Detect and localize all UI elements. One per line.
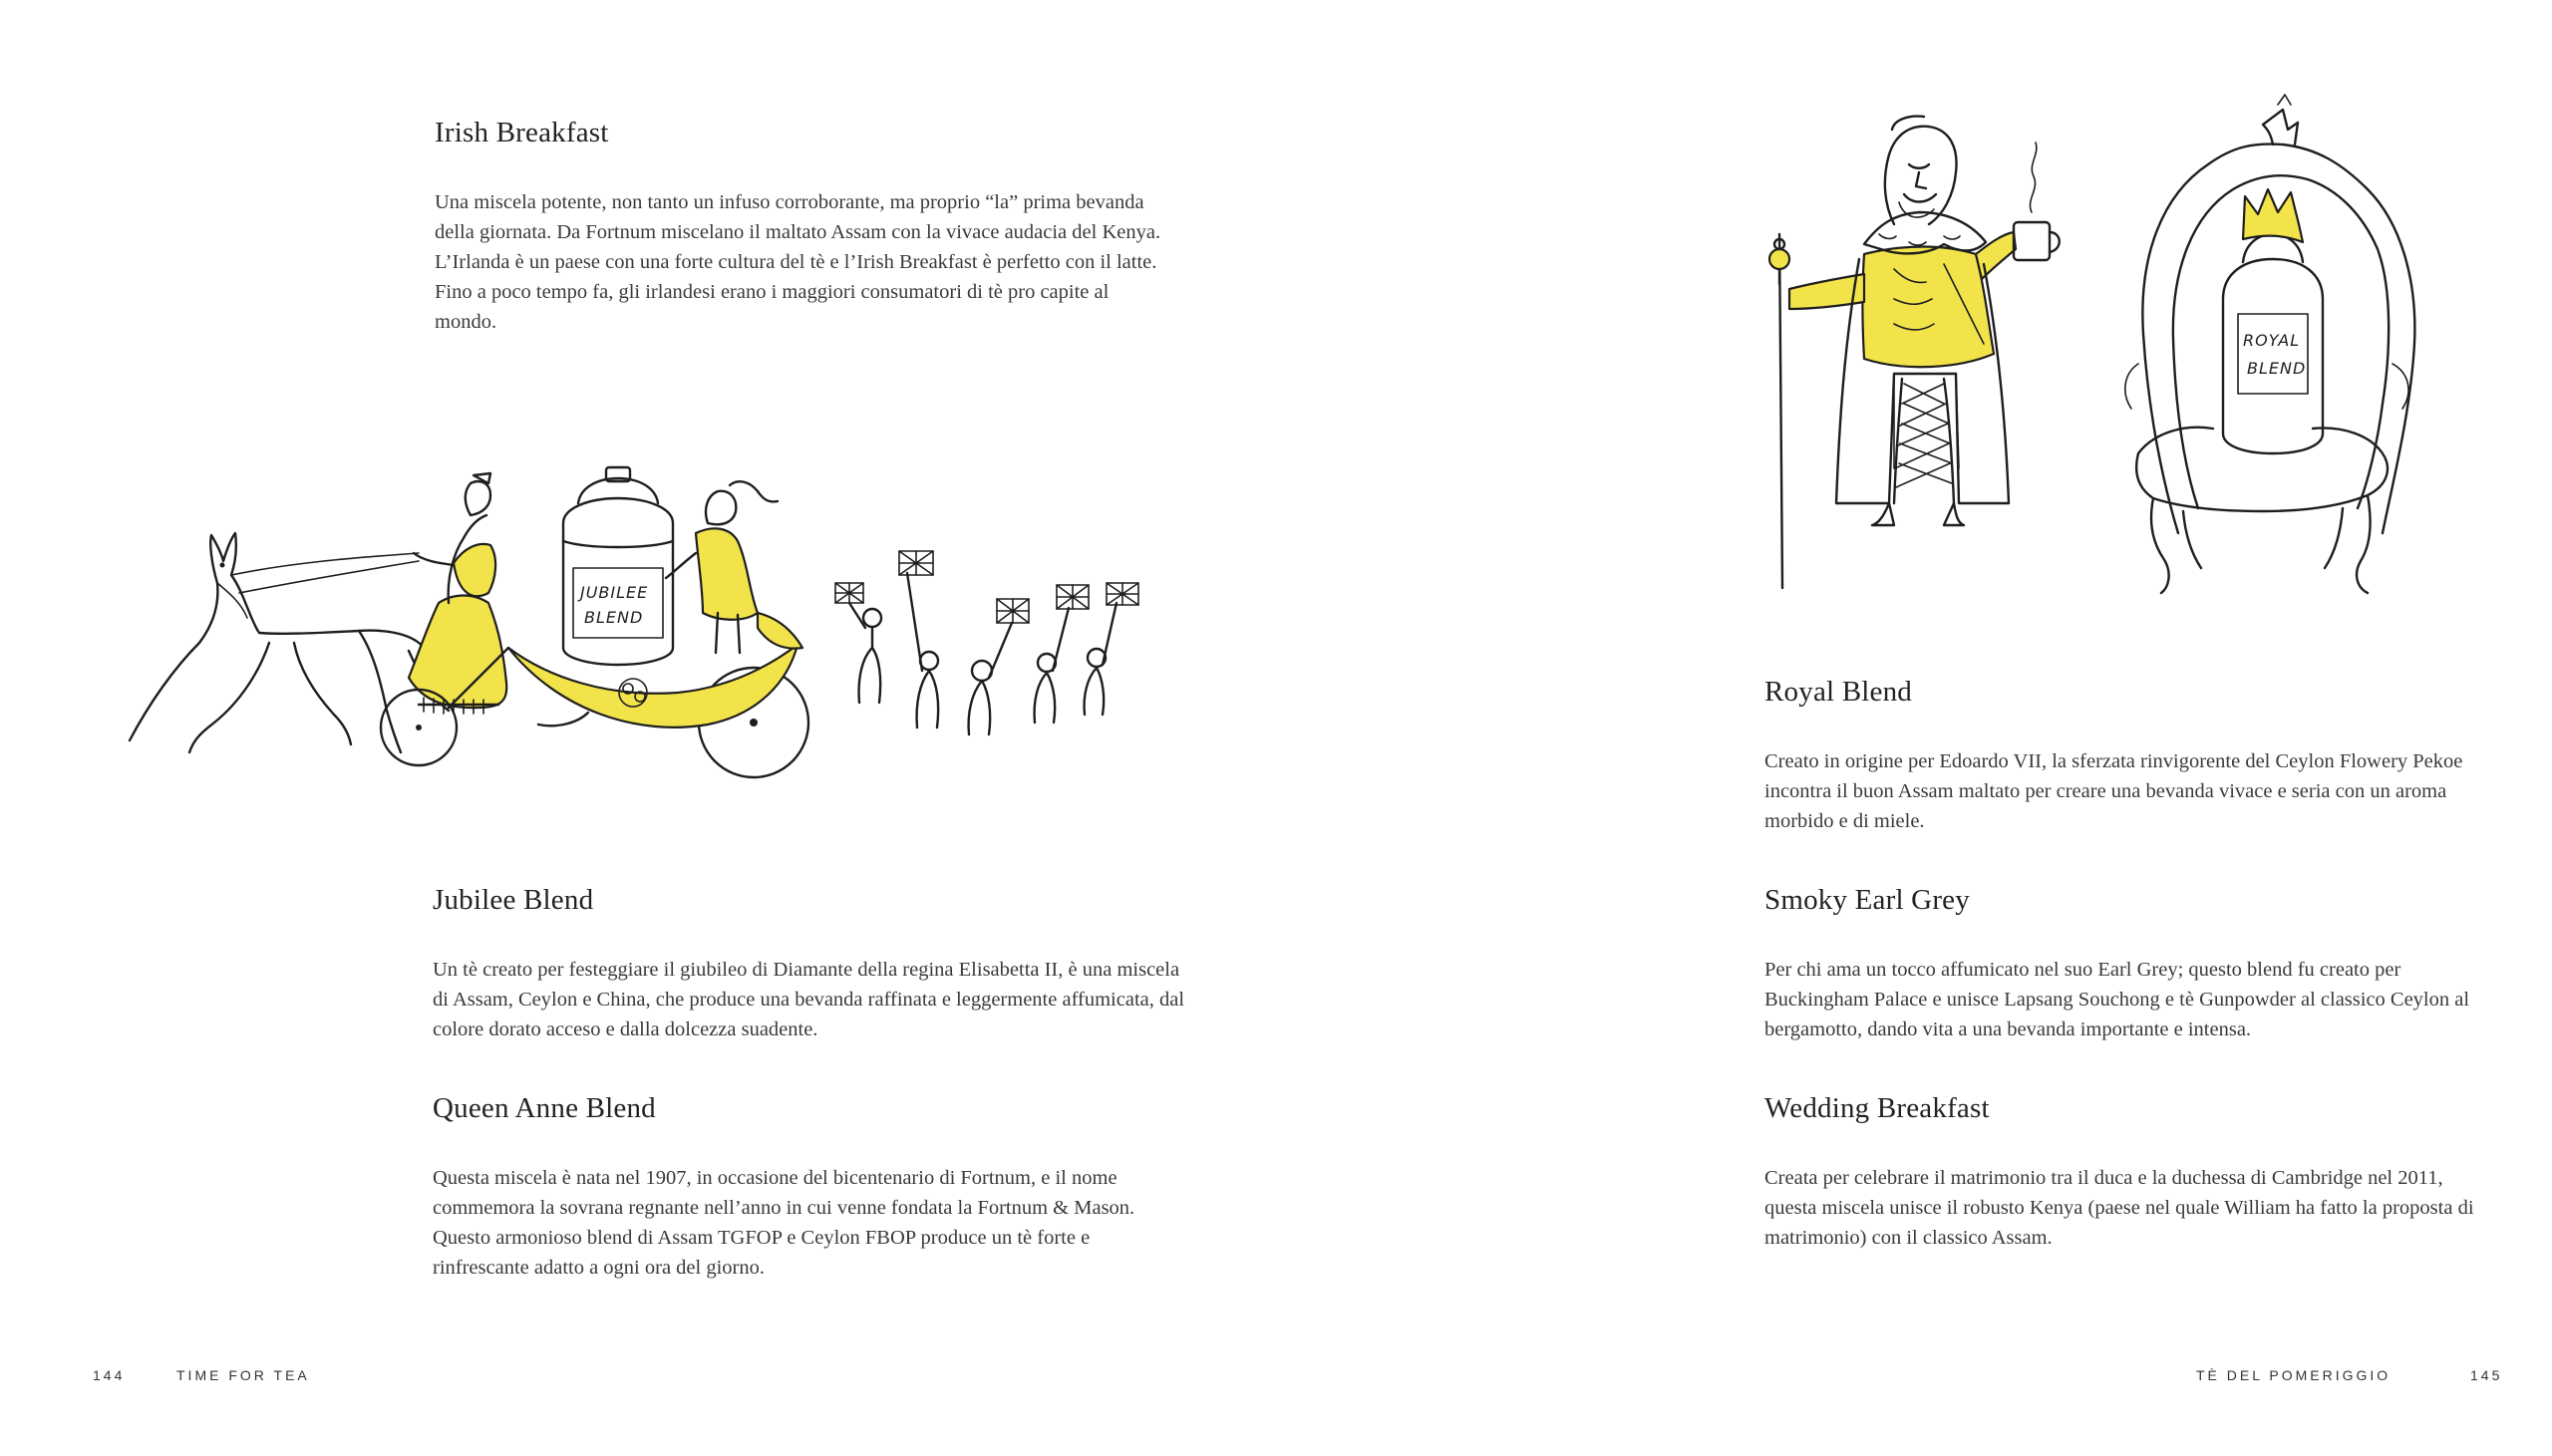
section-title: Jubilee Blend — [433, 884, 594, 916]
carriage-drawing — [381, 467, 808, 777]
section-body: Per chi ama un tocco affumicato nel suo Earl Grey; questo blend fu creato per Buckingham Palace e unisce Lapsang Souchong e tè Gunpowder al classico Ceylon al bergamotto, dando vita a una bevanda importante e intensa. — [1764, 959, 2470, 1040]
section-body: Una miscela potente, non tanto un infuso corroborante, ma proprio “la” prima bevanda della giornata. Da Fortnum miscelano il maltato Assam con la vivace audacia del Kenya. L’Irlanda è un paese con una forte cultura del tè e l’Irish Breakfast è perfetto con il latte. Fino a poco tempo fa, gli irlandesi erano i maggiori consumatori di tè pro capite al mondo. — [435, 191, 1161, 333]
section-jubilee-blend — [433, 884, 1190, 1044]
section-smoky-earl-grey — [1764, 884, 2492, 1044]
jubilee-carriage-illustration — [120, 453, 1146, 792]
section-body: Un tè creato per festeggiare il giubileo di Diamante della regina Elisabetta II, è una miscela di Assam, Ceylon e China, che produce una bevanda raffinata e leggermente affumicata, dal colore dorato acceso e dalla dolcezza suadente. — [433, 959, 1185, 1040]
section-title: Irish Breakfast — [435, 117, 609, 148]
king-and-throne-illustration — [1745, 85, 2442, 628]
section-wedding-breakfast — [1764, 1092, 2492, 1253]
section-royal-blend — [1764, 676, 2492, 836]
section-title: Smoky Earl Grey — [1764, 884, 1970, 916]
page-number-left: 144 — [93, 1367, 126, 1383]
throne-drawing — [2125, 95, 2415, 593]
section-title: Royal Blend — [1764, 676, 1912, 708]
tin-label-line1: JUBILEE — [580, 583, 649, 602]
tin-label-line2: BLEND — [584, 608, 644, 627]
tin-label-line1: ROYAL — [2243, 331, 2301, 350]
section-irish-breakfast — [435, 117, 1172, 337]
section-queen-anne-blend — [433, 1092, 1190, 1283]
crowd-with-flags-drawing — [835, 551, 1138, 734]
running-head-right: TÈ DEL POMERIGGIO — [2196, 1367, 2392, 1383]
section-body: Creato in origine per Edoardo VII, la sferzata rinvigorente del Ceylon Flowery Pekoe incontra il buon Assam maltato per creare una bevanda vivace e seria con un aroma morbido e di miele. — [1764, 750, 2463, 832]
section-title: Queen Anne Blend — [433, 1092, 656, 1124]
section-body: Questa miscela è nata nel 1907, in occasione del bicentenario di Fortnum, e il nome commemora la sovrana regnante nell’anno in cui venne fondata la Fortnum & Mason. Questo armonioso blend di Assam TGFOP e Ceylon FBOP produce un tè forte e rinfrescante adatto a ogni ora del giorno. — [433, 1167, 1135, 1279]
running-head-left: TIME FOR TEA — [176, 1367, 310, 1383]
king-drawing — [1769, 117, 2060, 588]
section-title: Wedding Breakfast — [1764, 1092, 1990, 1124]
horse-drawing — [130, 533, 469, 752]
page-number-right: 145 — [2470, 1367, 2503, 1383]
tin-label-line2: BLEND — [2247, 359, 2307, 378]
section-body: Creata per celebrare il matrimonio tra il duca e la duchessa di Cambridge nel 2011, questa miscela unisce il robusto Kenya (paese nel quale William ha fatto la proposta di matrimonio) con il classico Assam. — [1764, 1167, 2474, 1249]
